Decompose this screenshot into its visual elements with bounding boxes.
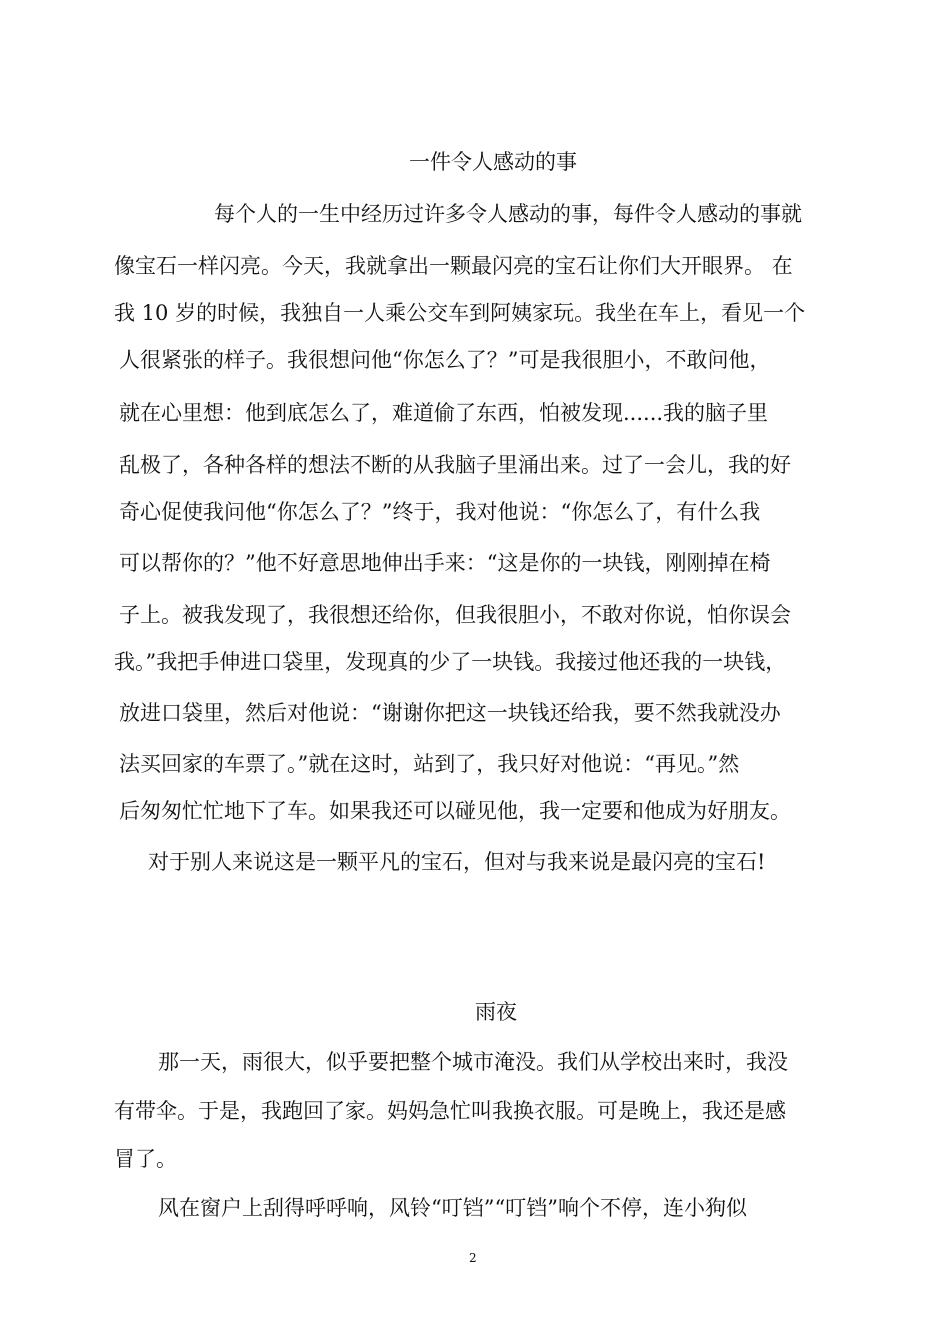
story2-line-3: 冒了。	[114, 1147, 177, 1171]
page-number: 2	[469, 1251, 477, 1265]
story1-line-10: 我。”我把手伸进口袋里，发现真的少了一块钱。我接过他还我的一块钱，	[114, 650, 787, 674]
story2-line-4: 风在窗户上刮得呼呼响，风铃“叮铛”“叮铛”响个不停，连小狗似	[158, 1196, 747, 1220]
story1-line-4: 人很紧张的样子。我很想问他“你怎么了？”可是我很胆小，不敢问他，	[119, 348, 771, 372]
story1-line-14: 对于别人来说这是一颗平凡的宝石，但对与我来说是最闪亮的宝石!	[148, 850, 766, 874]
story1-line-2: 像宝石一样闪亮。今天，我就拿出一颗最闪亮的宝石让你们大开眼界。 在	[114, 254, 793, 278]
story2-line-1: 那一天，雨很大，似乎要把整个城市淹没。我们从学校出来时，我没	[158, 1050, 788, 1074]
story1-line-7: 奇心促使我问他“你怎么了？”终于，我对他说：“你怎么了，有什么我	[119, 500, 761, 524]
story1-line-1: 每个人的一生中经历过许多令人感动的事，每件令人感动的事就	[214, 202, 802, 226]
story1-line-5: 就在心里想：他到底怎么了，难道偷了东西，怕被发现......我的脑子里	[119, 401, 769, 425]
story1-line-11: 放进口袋里，然后对他说：“谢谢你把这一块钱还给我，要不然我就没办	[119, 701, 781, 725]
story2-title: 雨夜	[475, 1000, 517, 1024]
story1-line-12: 法买回家的车票了。”就在这时，站到了，我只好对他说：“再见。”然	[119, 752, 740, 776]
story1-line-3: 我 10 岁的时候，我独自一人乘公交车到阿姨家玩。我坐在车上，看见一个	[114, 301, 806, 325]
story1-line-13: 后匆匆忙忙地下了车。如果我还可以碰见他，我一定要和他成为好朋友。	[119, 799, 791, 823]
story2-line-2: 有带伞。于是，我跑回了家。妈妈急忙叫我换衣服。可是晚上，我还是感	[114, 1099, 786, 1123]
story1-line-9: 子上。被我发现了，我很想还给你，但我很胆小，不敢对你说，怕你误会	[119, 603, 791, 627]
story1-line-6: 乱极了，各种各样的想法不断的从我脑子里涌出来。过了一会儿，我的好	[119, 453, 791, 477]
story1-line-8: 可以帮你的？”他不好意思地伸出手来：“这是你的一块钱，刚刚掉在椅	[119, 551, 771, 575]
story1-title: 一件令人感动的事	[409, 150, 577, 174]
